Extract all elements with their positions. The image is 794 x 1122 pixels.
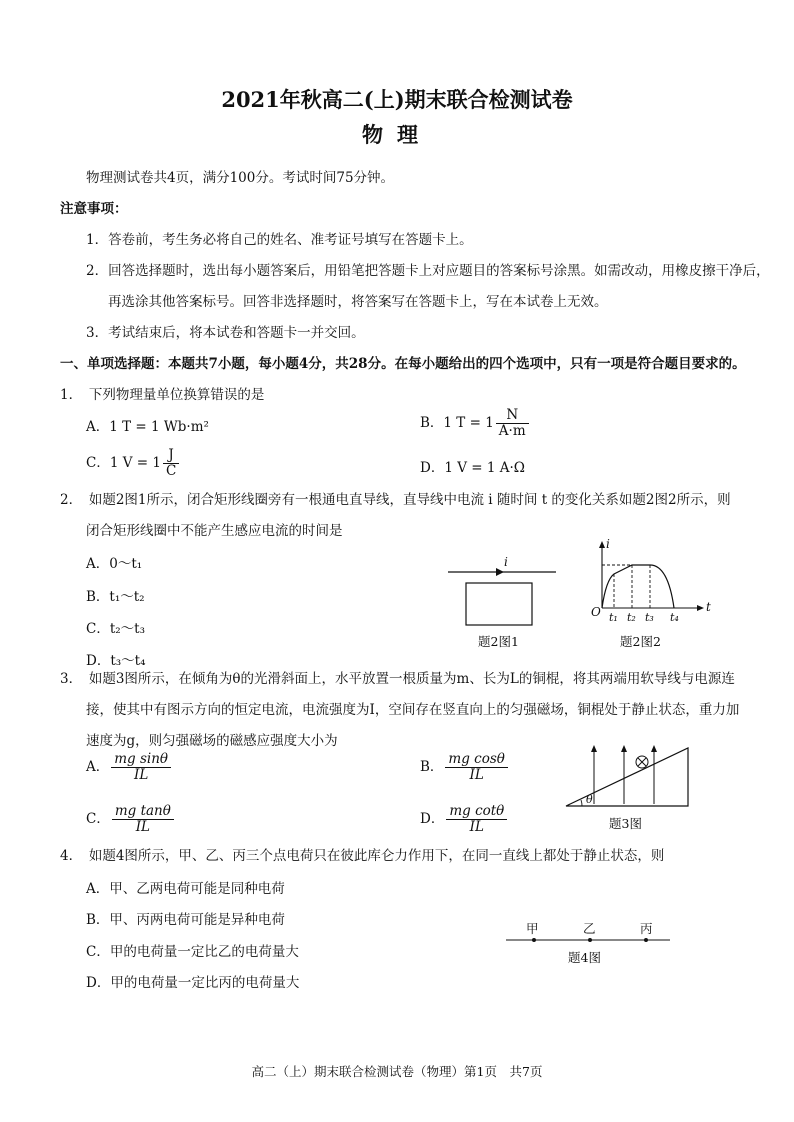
q3-b-numerator: mg cosθ (445, 752, 507, 768)
q3-c-fraction (112, 804, 174, 835)
q1-c-denominator: C (165, 463, 177, 479)
q2-figure1 (448, 556, 558, 636)
rectangular-loop (466, 583, 532, 625)
angle-arc (581, 800, 582, 806)
q3-a-fraction (111, 752, 171, 783)
q3-stem-line1: 3． 如题3图所示，在倾角为θ的光滑斜面上，水平放置一根质量为m、长为L的铜棍，将其两端用软导线与电源连 (60, 671, 735, 687)
q3-d-label: D． (420, 811, 445, 827)
q2-fig2-tick-t3: t₃ (645, 611, 654, 624)
notice-item-2-cont: 再选涂其他答案标号。回答非选择题时，将答案写在答题卡上，写在本试卷上无效。 (108, 294, 608, 310)
charge-jia-point (532, 938, 536, 942)
incline-triangle (566, 748, 688, 806)
q3-c-denominator: IL (135, 819, 151, 835)
field-arrow-3 (651, 745, 657, 752)
q2-fig2-axis-i: i (606, 537, 610, 551)
q2-fig1-current-label: i (504, 555, 508, 569)
q2-figure2 (596, 540, 708, 612)
q3-option-d (420, 804, 507, 835)
q3-stem-line2: 接，使其中有图示方向的恒定电流，电流强度为I，空间存在竖直向上的匀强磁场，铜棍处于静止状态，重力加 (86, 702, 740, 718)
t-axis-arrow (697, 605, 704, 611)
q3-a-label: A． (86, 759, 110, 775)
q1-option-b (420, 408, 529, 439)
charge-bing-point (644, 938, 648, 942)
exam-title: 2021年秋高二(上)期末联合检测试卷 (221, 87, 573, 112)
q2-fig2-tick-t4: t₄ (670, 611, 679, 624)
q3-d-numerator: mg cotθ (446, 804, 507, 820)
q4-option-c: C．甲的电荷量一定比乙的电荷量大 (86, 944, 299, 960)
q4-stem: 4． 如题4图所示，甲、乙、丙三个点电荷只在彼此库仑力作用下，在同一直线上都处于静止状态，则 (60, 848, 665, 864)
subject-title: 物理 (362, 122, 432, 147)
q3-option-c (86, 804, 174, 835)
current-curve (602, 565, 674, 608)
q3-option-a (86, 752, 171, 783)
q1-option-b-fraction (496, 408, 529, 439)
q3-figure (562, 742, 694, 810)
q3-d-fraction (446, 804, 507, 835)
notice-item-3: 3．考试结束后，将本试卷和答题卡一并交回。 (86, 325, 365, 341)
q3-stem-line3: 速度为g，则匀强磁场的磁感应强度大小为 (86, 733, 338, 749)
current-arrow (496, 568, 504, 576)
q3-a-numerator: mg sinθ (111, 752, 171, 768)
q3-b-label: B． (420, 759, 444, 775)
page-footer: 高二（上）期末联合检测试卷（物理）第1页 共7页 (251, 1064, 543, 1079)
q1-stem: 1． 下列物理量单位换算错误的是 (60, 387, 265, 403)
charge-yi-point (588, 938, 592, 942)
q4-label-bing: 丙 (640, 921, 653, 936)
q1-c-numerator: J (163, 448, 179, 464)
section-heading: 一、单项选择题：本题共7小题，每小题4分，共28分。在每小题给出的四个选项中，只有一项是符合题目要求的。 (60, 356, 746, 372)
q1-option-a: A．1 T = 1 Wb·m² (86, 419, 209, 435)
q1-b-numerator: N (496, 408, 529, 424)
i-axis-arrow (599, 541, 605, 548)
q3-b-denominator: IL (469, 767, 484, 783)
q1-option-c (86, 448, 179, 479)
q4-option-b: B．甲、丙两电荷可能是异种电荷 (86, 912, 285, 928)
q3-fig-angle: θ (586, 793, 593, 806)
q3-a-denominator: IL (134, 767, 149, 783)
q2-fig2-axis-t: t (706, 600, 711, 614)
q1-b-denominator: A·m (498, 423, 526, 439)
q2-fig1-caption: 题2图1 (478, 634, 519, 649)
intro-text: 物理测试卷共4页，满分100分。考试时间75分钟。 (86, 170, 395, 186)
notice-item-2: 2．回答选择题时，选出每小题答案后，用铅笔把答题卡上对应题目的答案标号涂黑。如需改动，用橡皮擦干净后， (86, 263, 770, 279)
field-arrow-1 (591, 745, 597, 752)
q4-option-a: A．甲、乙两电荷可能是同种电荷 (86, 881, 285, 897)
q4-option-d: D．甲的电荷量一定比丙的电荷量大 (86, 975, 300, 991)
q3-c-numerator: mg tanθ (112, 804, 174, 820)
q2-stem-line1: 2． 如题2图1所示，闭合矩形线圈旁有一根通电直导线，直导线中电流 i 随时间 t 的变化关系如题2图2所示，则 (60, 492, 731, 508)
q2-option-d: D．t₃～t₄ (86, 653, 146, 669)
notice-item-1: 1．答卷前，考生务必将自己的姓名、准考证号填写在答题卡上。 (86, 232, 473, 248)
q2-option-c: C．t₂～t₃ (86, 621, 146, 637)
q3-d-denominator: IL (469, 819, 484, 835)
q2-option-b: B．t₁～t₂ (86, 589, 145, 605)
q3-c-label: C． (86, 811, 110, 827)
q3-fig-caption: 题3图 (609, 816, 642, 831)
q1-option-c-prefix: C．1 V = 1 (86, 455, 161, 471)
q3-b-fraction (445, 752, 507, 783)
q2-fig2-origin: O (591, 605, 601, 619)
q2-stem-line2: 闭合矩形线圈中不能产生感应电流的时间是 (86, 523, 343, 539)
q2-fig2-tick-t1: t₁ (609, 611, 618, 624)
q1-option-d: D．1 V = 1 A·Ω (420, 460, 525, 476)
q2-fig2-caption: 题2图2 (620, 634, 661, 649)
q4-label-jia: 甲 (526, 921, 539, 936)
field-arrow-2 (621, 745, 627, 752)
notice-heading: 注意事项： (60, 201, 128, 217)
q3-option-b (420, 752, 508, 783)
q1-option-c-fraction (163, 448, 179, 479)
q4-label-yi: 乙 (583, 921, 596, 936)
q4-fig-caption: 题4图 (568, 950, 601, 965)
q2-option-a: A．0～t₁ (86, 556, 143, 572)
q1-option-b-prefix: B．1 T = 1 (420, 415, 494, 431)
q2-fig2-tick-t2: t₂ (627, 611, 636, 624)
